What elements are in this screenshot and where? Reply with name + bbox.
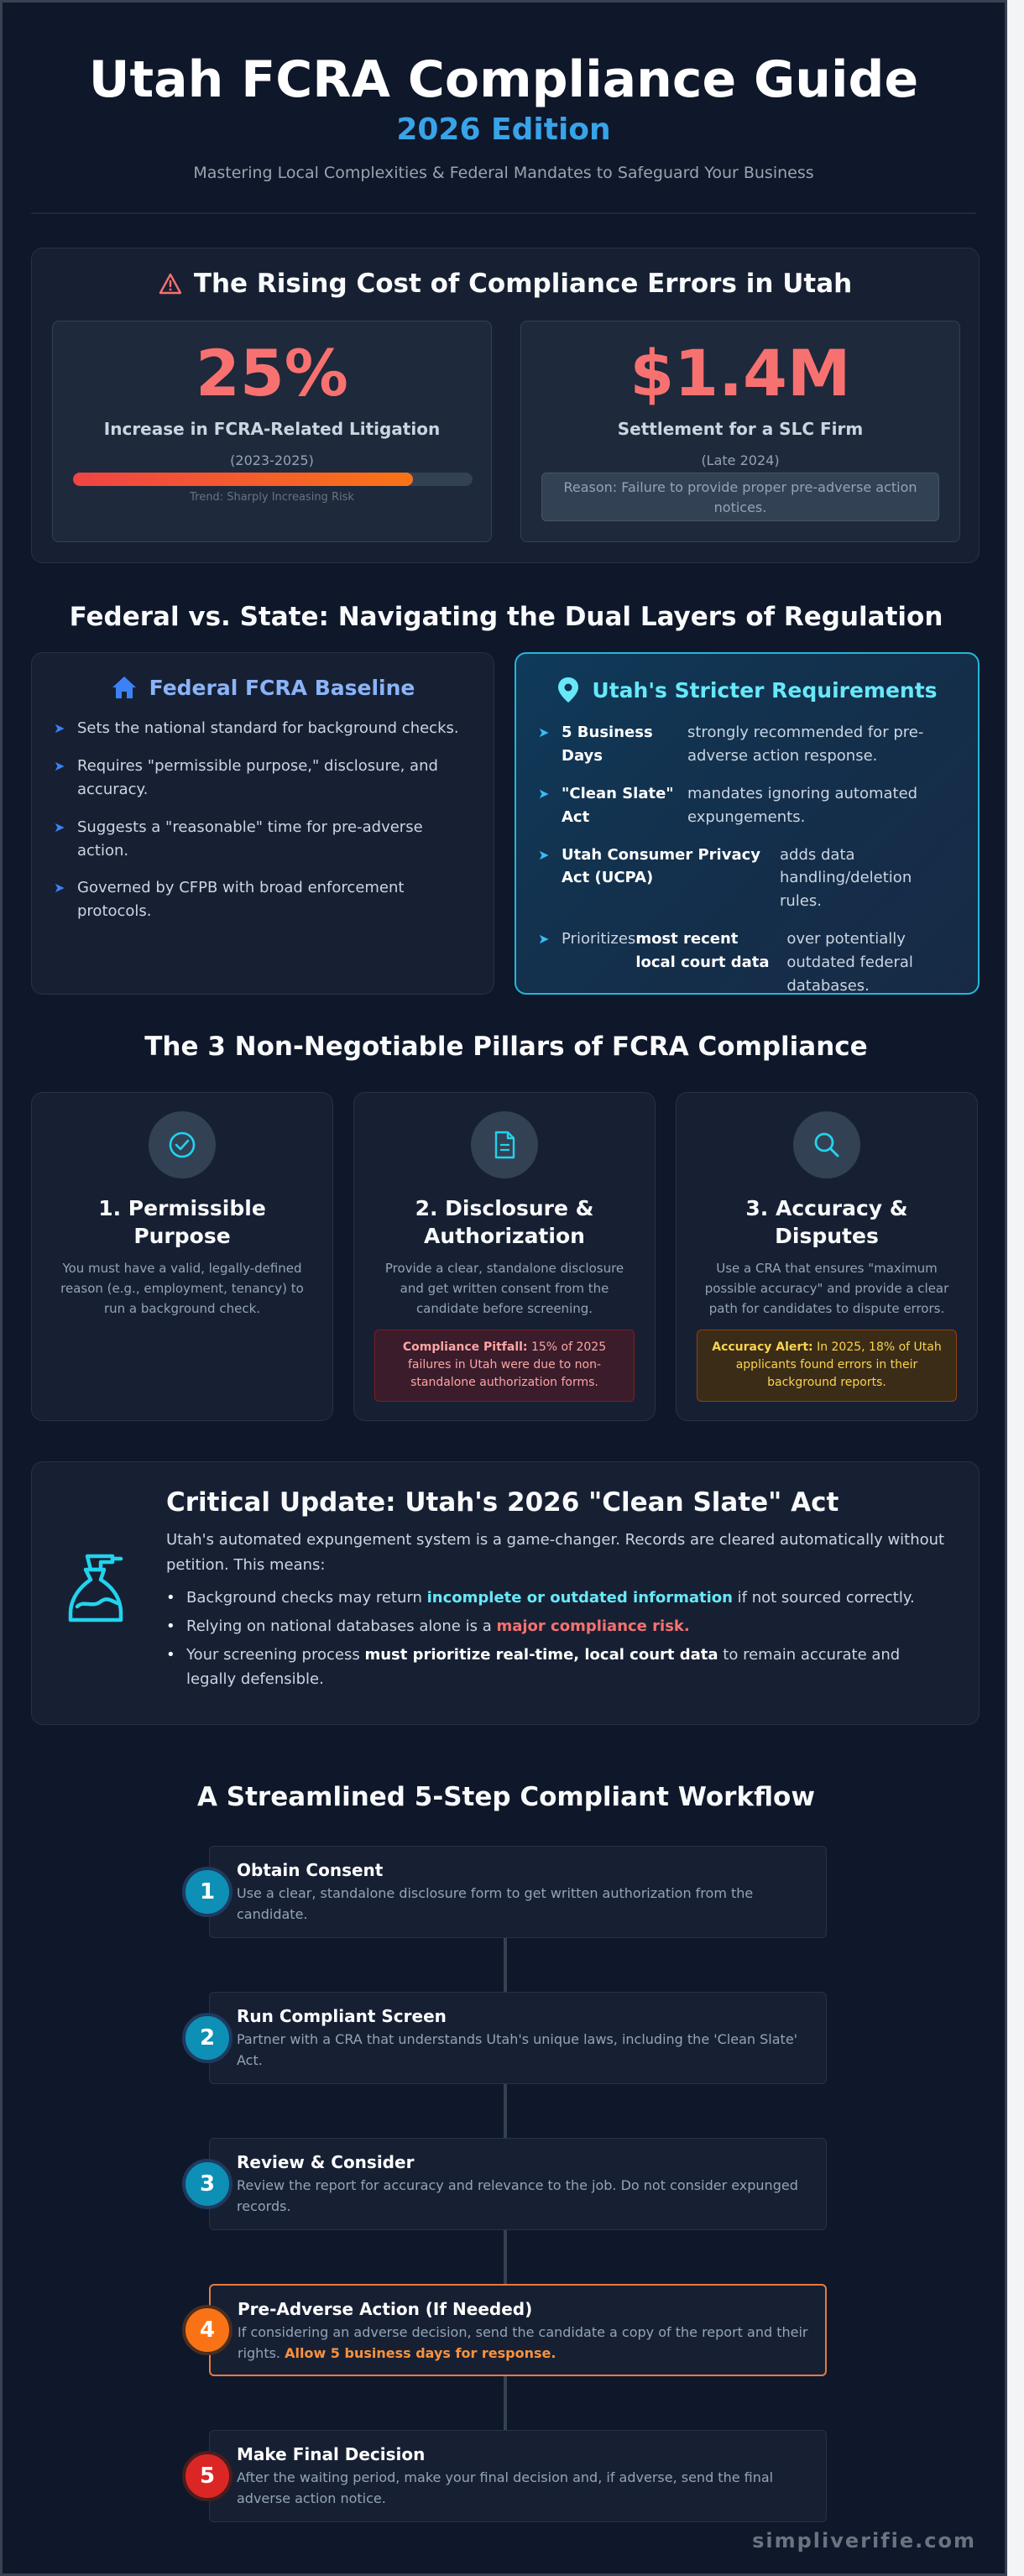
list-item: ➤ 5 Business Days strongly recommended for pre-adverse action response. bbox=[538, 724, 924, 765]
step-text: Use a clear, standalone disclosure form to get written authorization from the candidate. bbox=[237, 1885, 754, 1922]
clean-slate-title: Critical Update: Utah's 2026 "Clean Slate" Act bbox=[166, 1487, 839, 1518]
settlement-stat-value: $1.4M bbox=[630, 336, 851, 410]
pillar-card-disclosure bbox=[353, 1092, 656, 1421]
trend-caption: Trend: Sharply Increasing Risk bbox=[190, 491, 354, 504]
step-number-badge: 4 bbox=[182, 2305, 232, 2355]
rising-cost-section bbox=[31, 248, 980, 563]
step-title: Pre-Adverse Action (If Needed) bbox=[238, 2299, 533, 2319]
federal-list bbox=[32, 717, 494, 923]
chevron-right-icon: ➤ bbox=[538, 785, 550, 802]
trend-progress-bar bbox=[73, 473, 473, 486]
pillar-text: Use a CRA that ensures "maximum possible accuracy" and provide a clear path for candidates to dispute errors. bbox=[704, 1261, 949, 1316]
chevron-right-icon: ➤ bbox=[538, 724, 550, 740]
list-item: ➤ Governed by CFPB with broad enforcement protocols. bbox=[54, 879, 405, 921]
pillars-title: The 3 Non-Negotiable Pillars of FCRA Compliance bbox=[144, 1032, 868, 1062]
chevron-right-icon: ➤ bbox=[54, 818, 65, 835]
page-subtitle: Mastering Local Complexities & Federal Mandates to Safeguard Your Business bbox=[193, 164, 814, 182]
workflow-step-4 bbox=[209, 2284, 827, 2376]
chevron-right-icon: ➤ bbox=[54, 720, 65, 736]
footer-brand: simpliverifie.com bbox=[752, 2529, 976, 2552]
list-item: • Your screening process must prioritize real-time, local court data to remain accurate and legally defensible. bbox=[166, 1643, 950, 1692]
list-item: ➤ "Clean Slate" Act mandates ignoring automated expungements. bbox=[538, 784, 918, 826]
chevron-right-icon: ➤ bbox=[54, 757, 65, 774]
step-title: Run Compliant Screen bbox=[237, 2006, 447, 2026]
step-text: Review the report for accuracy and relevance to the job. Do not consider expunged records. bbox=[237, 2177, 798, 2214]
utah-heading-label: Utah's Stricter Requirements bbox=[592, 677, 938, 703]
utah-requirements-card bbox=[515, 652, 980, 995]
settlement-stat-label: Settlement for a SLC Firm bbox=[617, 419, 864, 439]
step-text: After the waiting period, make your final decision and, if adverse, send the final adverse action notice. bbox=[237, 2469, 774, 2506]
settlement-stat-period: (Late 2024) bbox=[701, 452, 780, 468]
list-item: ➤ Prioritizes most recent local court data over potentially outdated federal databases. bbox=[538, 930, 913, 995]
page-title: Utah FCRA Compliance Guide bbox=[88, 50, 919, 109]
chevron-right-icon: ➤ bbox=[538, 931, 550, 948]
list-item: ➤ Sets the national standard for background checks. bbox=[54, 717, 460, 740]
list-item: ➤ Utah Consumer Privacy Act (UCPA) adds data handling/deletion rules. bbox=[538, 845, 912, 911]
workflow-step-1 bbox=[209, 1846, 827, 1938]
step-number-badge: 2 bbox=[182, 2013, 232, 2063]
rising-cost-heading bbox=[32, 269, 979, 299]
step-title: Make Final Decision bbox=[237, 2444, 426, 2464]
litigation-stat-label: Increase in FCRA-Related Litigation bbox=[103, 419, 441, 439]
pillar-card-accuracy bbox=[676, 1092, 978, 1421]
step-title: Obtain Consent bbox=[237, 1860, 384, 1880]
accuracy-alert: Accuracy Alert: In 2025, 18% of Utah applicants found errors in their background reports. bbox=[697, 1330, 957, 1402]
compliance-pitfall-alert: Compliance Pitfall: 15% of 2025 failures in Utah were due to non-standalone authorization forms. bbox=[374, 1330, 635, 1402]
pillar-title: 1. Permissible Purpose bbox=[98, 1196, 266, 1248]
step-number-badge: 3 bbox=[182, 2159, 232, 2209]
federal-baseline-card bbox=[31, 652, 494, 995]
workflow-title: A Streamlined 5-Step Compliant Workflow bbox=[197, 1782, 815, 1812]
chevron-right-icon: ➤ bbox=[54, 880, 65, 896]
litigation-stat-card bbox=[52, 321, 492, 542]
pillar-title: 2. Disclosure & Authorization bbox=[415, 1196, 594, 1248]
trend-progress-fill bbox=[73, 473, 413, 486]
pillar-title: 3. Accuracy & Disputes bbox=[745, 1196, 908, 1248]
settlement-stat-card bbox=[520, 321, 960, 542]
litigation-stat-value: 25% bbox=[196, 336, 348, 410]
edition-label: 2026 Edition bbox=[396, 112, 611, 147]
header-divider bbox=[31, 212, 976, 214]
step-title: Review & Consider bbox=[237, 2152, 415, 2172]
list-item: ➤ Suggests a "reasonable" time for pre-adverse action. bbox=[54, 818, 423, 860]
federal-heading bbox=[32, 675, 494, 700]
list-item: ➤ Requires "permissible purpose," disclosure, and accuracy. bbox=[54, 756, 438, 798]
step-text: If considering an adverse decision, send the candidate a copy of the report and their rights. Allow 5 business days for response. bbox=[238, 2324, 808, 2361]
check-circle-icon bbox=[167, 1130, 197, 1160]
header bbox=[3, 3, 1005, 182]
warning-triangle-icon bbox=[159, 273, 182, 295]
home-icon bbox=[111, 675, 138, 700]
utah-list bbox=[516, 721, 978, 998]
litigation-stat-period: (2023-2025) bbox=[230, 452, 314, 468]
federal-vs-state-title: Federal vs. State: Navigating the Dual Layers of Regulation bbox=[69, 602, 943, 632]
federal-heading-label: Federal FCRA Baseline bbox=[149, 675, 415, 700]
map-pin-icon bbox=[556, 676, 580, 704]
cleaning-spray-icon bbox=[54, 1548, 138, 1632]
step-number-badge: 5 bbox=[182, 2451, 232, 2501]
list-item: • Background checks may return incomplete or outdated information if not sourced correctly. bbox=[166, 1586, 950, 1611]
workflow-step-3 bbox=[209, 2138, 827, 2230]
rising-cost-title: The Rising Cost of Compliance Errors in Utah bbox=[193, 269, 853, 299]
settlement-reason: Reason: Failure to provide proper pre-adverse action notices. bbox=[541, 473, 939, 521]
workflow-step-2 bbox=[209, 1992, 827, 2084]
workflow-step-5 bbox=[209, 2430, 827, 2522]
document-icon bbox=[491, 1130, 518, 1160]
step-text: Partner with a CRA that understands Utah's unique laws, including the 'Clean Slate' Act. bbox=[237, 2031, 798, 2068]
clean-slate-intro: Utah's automated expungement system is a game-changer. Records are cleared automatically without petition. This means: bbox=[166, 1531, 945, 1574]
clean-slate-list bbox=[166, 1586, 950, 1692]
search-icon bbox=[812, 1130, 842, 1160]
step-number-badge: 1 bbox=[182, 1867, 232, 1917]
chevron-right-icon: ➤ bbox=[538, 846, 550, 863]
pillar-card-permissible-purpose bbox=[31, 1092, 333, 1421]
pillar-text: You must have a valid, legally-defined reason (e.g., employment, tenancy) to run a background check. bbox=[60, 1261, 304, 1316]
clean-slate-section bbox=[31, 1461, 980, 1725]
utah-heading bbox=[516, 676, 978, 704]
pillar-text: Provide a clear, standalone disclosure and get written consent from the candidate before screening. bbox=[384, 1261, 624, 1316]
list-item: • Relying on national databases alone is a major compliance risk. bbox=[166, 1614, 950, 1639]
